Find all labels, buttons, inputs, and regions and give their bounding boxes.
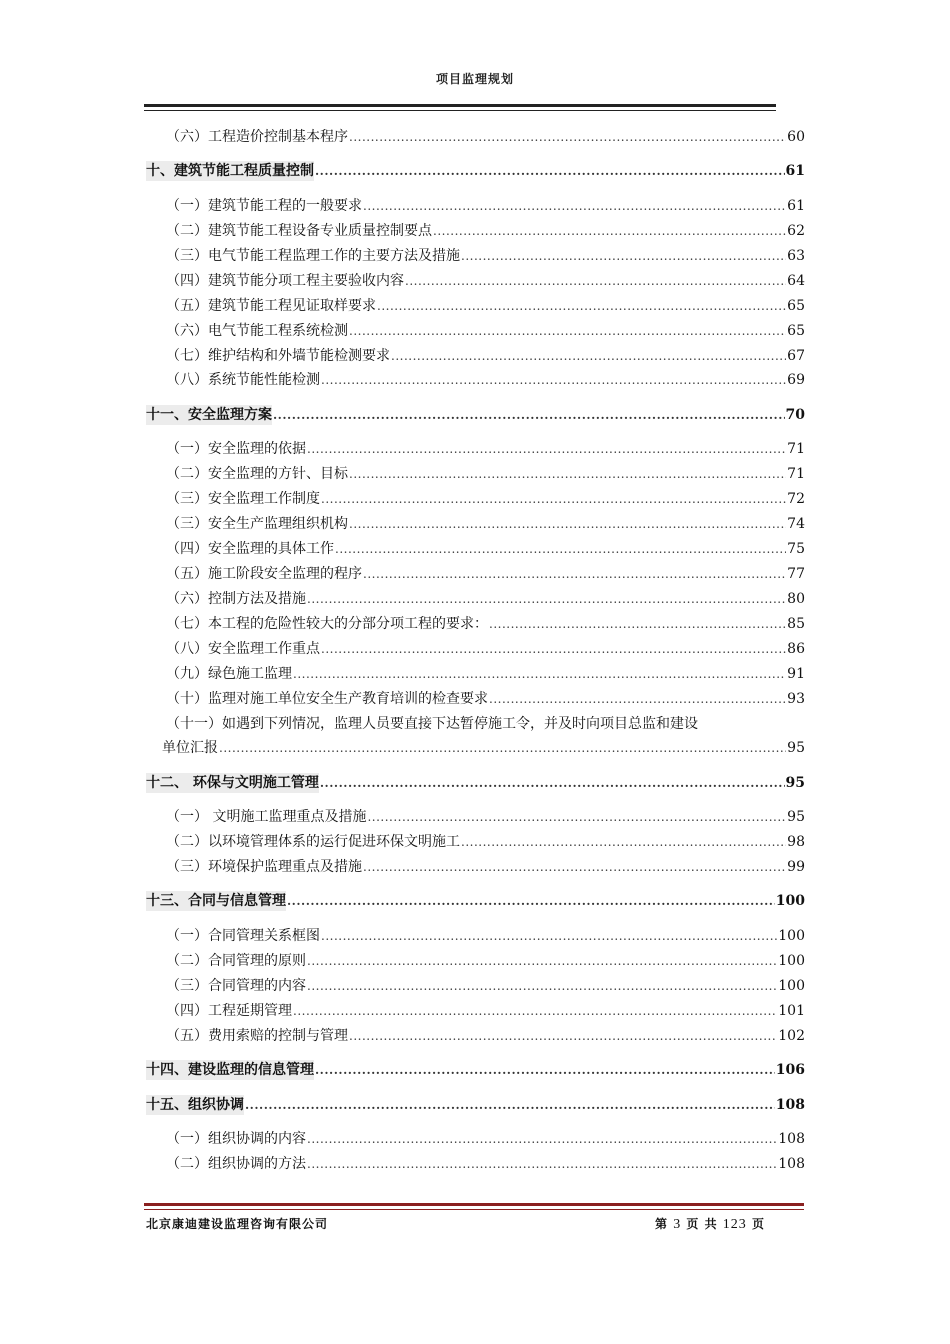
footer-company: 北京康迪建设监理咨询有限公司: [146, 1217, 329, 1231]
toc-entry[interactable]: [166, 564, 805, 584]
toc-leader-dots: [349, 321, 786, 341]
toc-entry[interactable]: [166, 246, 805, 266]
toc-entry-page: 95: [787, 809, 805, 825]
toc-entry[interactable]: [166, 464, 805, 484]
toc-entry[interactable]: [166, 926, 805, 946]
toc-entry-label: （六）控制方法及措施: [166, 591, 306, 607]
toc-entry-page: 71: [787, 441, 805, 457]
toc-leader-dots: [367, 807, 786, 827]
toc-leader-dots: [363, 564, 786, 584]
toc-entry-label: （五）建筑节能工程见证取样要求: [166, 298, 376, 314]
toc-entry-label: （三）合同管理的内容: [166, 978, 306, 994]
toc-entry-label: （三）安全生产监理组织机构: [166, 516, 348, 532]
toc-leader-dots: [307, 1154, 777, 1174]
toc-entry-label: 十三、合同与信息管理: [146, 893, 286, 909]
toc-entry[interactable]: [166, 489, 805, 509]
toc-entry-page: 67: [787, 348, 805, 364]
toc-leader-dots: [363, 857, 786, 877]
toc-leader-dots: [489, 614, 786, 634]
toc-entry-page: 64: [787, 273, 805, 289]
toc-leader-dots: [349, 127, 786, 147]
toc-entry-page: 93: [787, 691, 805, 707]
toc-entry-page: 77: [787, 566, 805, 582]
toc-entry-page: 108: [775, 1097, 805, 1113]
toc-entry-label: （六）工程造价控制基本程序: [166, 129, 348, 145]
footer-page-indicator: [655, 1215, 765, 1233]
toc-entry[interactable]: [166, 689, 805, 709]
toc-leader-dots: [405, 271, 786, 291]
toc-entry-label: 十二、 环保与文明施工管理: [146, 775, 319, 791]
toc-entry-page: 100: [778, 953, 805, 969]
toc-entry[interactable]: [166, 370, 805, 390]
toc-entry-page: 100: [778, 978, 805, 994]
toc-entry[interactable]: [166, 127, 805, 147]
toc-entry-page: 80: [787, 591, 805, 607]
toc-entry[interactable]: [166, 271, 805, 291]
toc-entry-page: 85: [787, 616, 805, 632]
toc-entry[interactable]: [166, 807, 805, 827]
toc-section-entry[interactable]: [146, 1095, 805, 1115]
toc-entry-page: 86: [787, 641, 805, 657]
toc-entry-label: （三）环境保护监理重点及措施: [166, 859, 362, 875]
toc-entry[interactable]: [166, 221, 805, 241]
toc-leader-dots: [307, 1129, 777, 1149]
toc-entry-page: 72: [787, 491, 805, 507]
toc-entry[interactable]: [166, 1001, 805, 1021]
toc-entry-label: （七）维护结构和外墙节能检测要求: [166, 348, 390, 364]
toc-entry-page: 106: [775, 1062, 805, 1078]
toc-entry[interactable]: [166, 664, 805, 684]
toc-entry[interactable]: [166, 976, 805, 996]
toc-entry-label: （五）费用索赔的控制与管理: [166, 1028, 348, 1044]
toc-leader-dots: [433, 221, 786, 241]
toc-entry-page: 65: [787, 323, 805, 339]
toc-leader-dots: [489, 689, 786, 709]
toc-entry-label: （四）建筑节能分项工程主要验收内容: [166, 273, 404, 289]
toc-entry-page: 100: [775, 893, 805, 909]
toc-entry-label: （二）合同管理的原则: [166, 953, 306, 969]
toc-entry[interactable]: [166, 639, 805, 659]
header-rule-thick: [144, 104, 776, 107]
page-prefix: 第: [655, 1217, 669, 1231]
toc-entry-label: （三）安全监理工作制度: [166, 491, 320, 507]
footer-rule-thick: [144, 1203, 804, 1206]
toc-entry[interactable]: [166, 1129, 805, 1149]
toc-leader-dots: [293, 664, 786, 684]
toc-entry-label: 十四、建设监理的信息管理: [146, 1062, 314, 1078]
toc-leader-dots: [273, 405, 785, 425]
toc-entry-label: （九）绿色施工监理: [166, 666, 292, 682]
toc-entry-page: 63: [787, 248, 805, 264]
toc-section-entry[interactable]: [146, 891, 805, 911]
toc-entry[interactable]: [166, 196, 805, 216]
toc-leader-dots: [335, 539, 786, 559]
toc-entry[interactable]: [166, 1154, 805, 1174]
toc-entry-label: （二）建筑节能工程设备专业质量控制要点: [166, 223, 432, 239]
toc-leader-dots: [315, 1060, 775, 1080]
toc-entry[interactable]: [166, 539, 805, 559]
toc-leader-dots: [307, 951, 777, 971]
page-total: 123: [722, 1217, 747, 1232]
toc-entry-label: （五）施工阶段安全监理的程序: [166, 566, 362, 582]
toc-leader-dots: [307, 439, 786, 459]
toc-entry[interactable]: [166, 514, 805, 534]
toc-entry-page: 100: [778, 928, 805, 944]
toc-entry[interactable]: [166, 589, 805, 609]
toc-leader-dots: [321, 926, 777, 946]
toc-entry-label: （一）组织协调的内容: [166, 1131, 306, 1147]
toc-entry-label: （三）电气节能工程监理工作的主要方法及措施: [166, 248, 460, 264]
toc-entry[interactable]: [166, 832, 805, 852]
toc-entry[interactable]: [166, 857, 805, 877]
toc-entry-page: 108: [778, 1156, 805, 1172]
page-suffix: 页: [751, 1217, 765, 1231]
toc-entry[interactable]: [166, 1026, 805, 1046]
toc-entry-label: 十五、组织协调: [146, 1097, 244, 1113]
toc-entry-page: 61: [787, 198, 805, 214]
toc-entry-label: 十一、安全监理方案: [146, 407, 272, 423]
toc-leader-dots: [315, 161, 785, 181]
toc-leader-dots: [219, 738, 786, 758]
toc-entry-label: （一）安全监理的依据: [166, 441, 306, 457]
toc-entry-page: 95: [785, 775, 805, 791]
toc-entry[interactable]: [166, 346, 805, 366]
toc-entry-page: 75: [787, 541, 805, 557]
toc-leader-dots: [293, 1001, 777, 1021]
toc-leader-dots: [321, 489, 786, 509]
toc-entry-line[interactable]: （十一）如遇到下列情况，监理人员要直接下达暂停施工令，并及时向项目总监和建设: [166, 716, 698, 732]
toc-leader-dots: [321, 370, 786, 390]
toc-entry-label: 单位汇报: [162, 740, 218, 756]
toc-leader-dots: [307, 976, 777, 996]
toc-entry-label: （四）工程延期管理: [166, 1003, 292, 1019]
page-current: 3: [673, 1217, 682, 1232]
toc-section-entry[interactable]: [146, 161, 805, 181]
toc-leader-dots: [461, 832, 786, 852]
toc-entry-page: 102: [778, 1028, 805, 1044]
toc-entry-page: 101: [778, 1003, 805, 1019]
toc-section-entry[interactable]: [146, 1060, 805, 1080]
toc-leader-dots: [349, 514, 786, 534]
toc-leader-dots: [391, 346, 786, 366]
toc-entry-label: （一）建筑节能工程的一般要求: [166, 198, 362, 214]
page-mid: 页 共: [686, 1217, 718, 1231]
toc-entry-label: （二）组织协调的方法: [166, 1156, 306, 1172]
toc-entry-page: 95: [787, 740, 805, 756]
toc-entry-label: （八）安全监理工作重点: [166, 641, 320, 657]
toc-entry[interactable]: [166, 614, 805, 634]
toc-entry-label: （一） 文明施工监理重点及措施: [166, 809, 367, 825]
toc-section-entry[interactable]: [146, 405, 805, 425]
toc-entry-page: 70: [785, 407, 805, 423]
toc-leader-dots: [245, 1095, 775, 1115]
toc-entry-page: 69: [787, 372, 805, 388]
toc-entry-page: 99: [787, 859, 805, 875]
toc-entry[interactable]: [166, 296, 805, 316]
toc-entry-label: （十）监理对施工单位安全生产教育培训的检查要求: [166, 691, 488, 707]
toc-entry[interactable]: [166, 951, 805, 971]
toc-entry[interactable]: [162, 738, 805, 758]
toc-entry[interactable]: [166, 321, 805, 341]
toc-entry-page: 62: [787, 223, 805, 239]
header-title: 项目监理规划: [435, 72, 514, 86]
toc-entry-page: 61: [785, 163, 805, 179]
toc-section-entry[interactable]: [146, 773, 805, 793]
toc-entry-label: （一）合同管理关系框图: [166, 928, 320, 944]
toc-entry-page: 65: [787, 298, 805, 314]
toc-entry-label: （四）安全监理的具体工作: [166, 541, 334, 557]
toc-leader-dots: [349, 1026, 777, 1046]
toc-entry-label: （八）系统节能性能检测: [166, 372, 320, 388]
toc-entry-page: 71: [787, 466, 805, 482]
footer-rule-thin: [144, 1209, 804, 1210]
toc-entry-page: 98: [787, 834, 805, 850]
toc-entry-page: 108: [778, 1131, 805, 1147]
toc-leader-dots: [320, 773, 785, 793]
toc-entry-label: （二）安全监理的方针、目标: [166, 466, 348, 482]
toc-leader-dots: [321, 639, 786, 659]
toc-entry-page: 60: [787, 129, 805, 145]
toc-leader-dots: [307, 589, 786, 609]
toc-leader-dots: [363, 196, 786, 216]
toc-entry[interactable]: [166, 439, 805, 459]
toc-leader-dots: [349, 464, 786, 484]
toc-entry-page: 91: [787, 666, 805, 682]
toc-leader-dots: [287, 891, 775, 911]
toc-entry-label: 十、建筑节能工程质量控制: [146, 163, 314, 179]
toc-entry-page: 74: [787, 516, 805, 532]
toc-leader-dots: [377, 296, 786, 316]
toc-leader-dots: [461, 246, 786, 266]
toc-entry-label: （六）电气节能工程系统检测: [166, 323, 348, 339]
toc-entry-label: （七）本工程的危险性较大的分部分项工程的要求：: [166, 616, 488, 632]
header-rule-thin: [144, 110, 776, 111]
toc-entry-label: （二）以环境管理体系的运行促进环保文明施工: [166, 834, 460, 850]
